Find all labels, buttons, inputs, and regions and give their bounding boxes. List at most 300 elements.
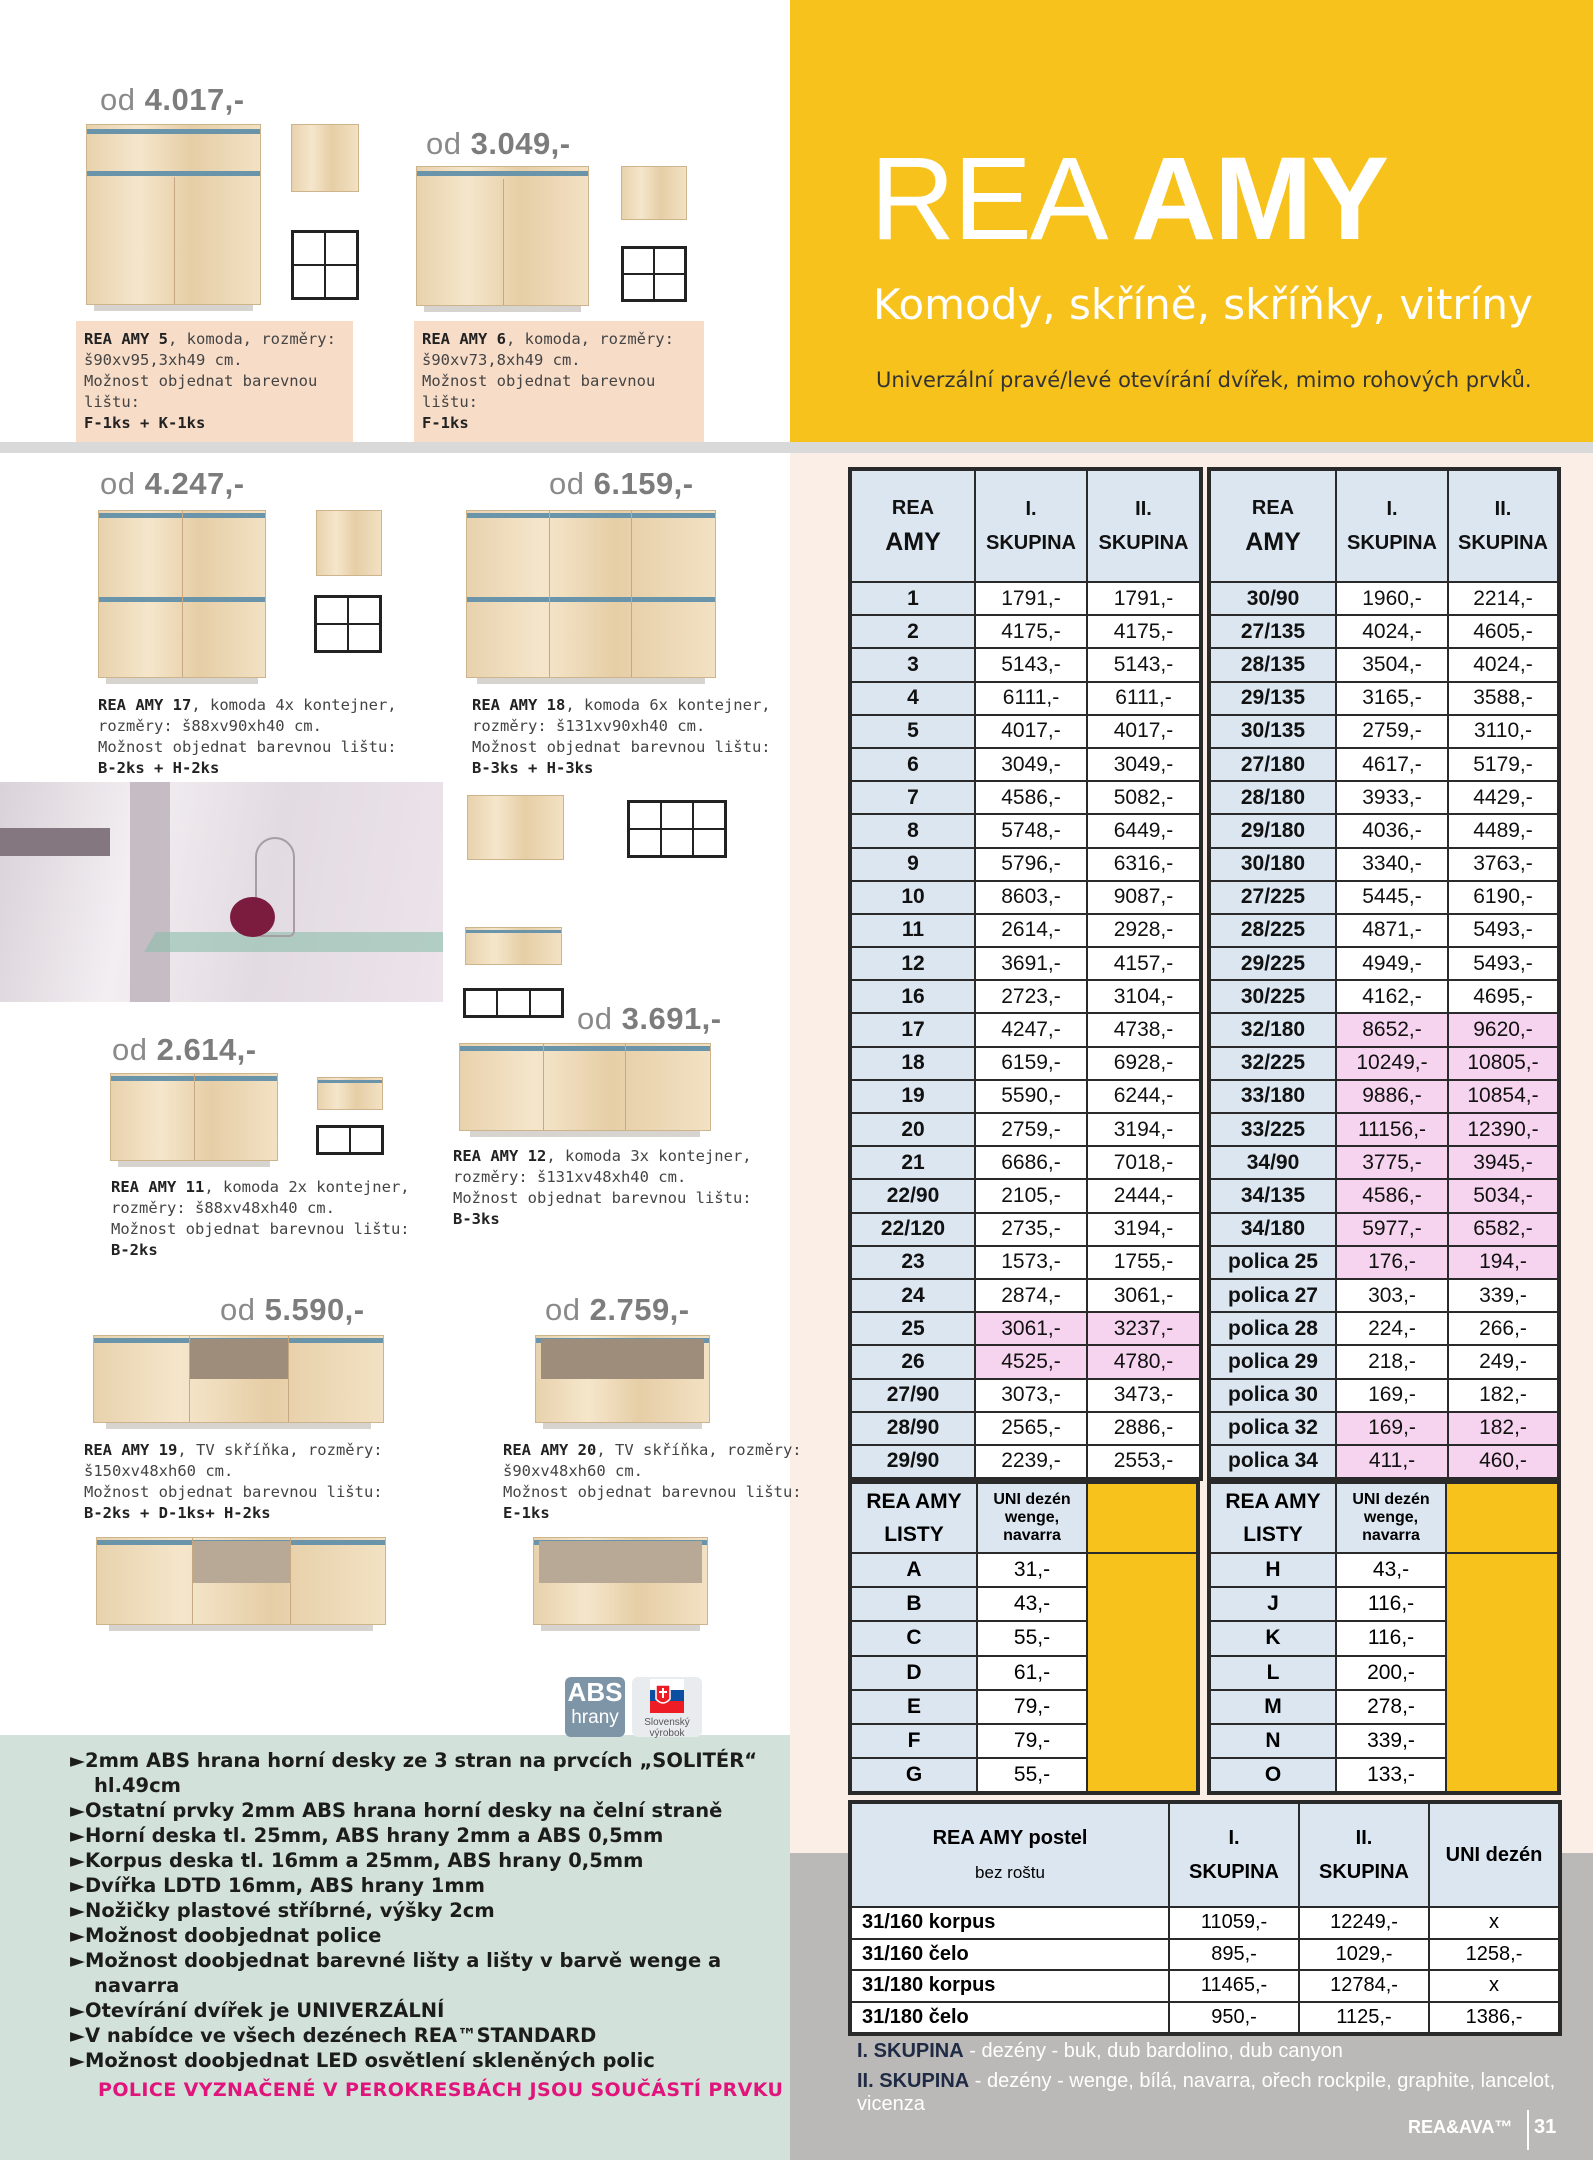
group2-price: 182,- (1448, 1379, 1558, 1412)
group1-price: 4586,- (975, 781, 1087, 814)
price-row (851, 1113, 1200, 1146)
group2-price: 5493,- (1448, 947, 1558, 980)
listy-code: E (851, 1690, 977, 1724)
group2-price: 4157,- (1087, 947, 1200, 980)
listy-code: B (851, 1587, 977, 1621)
group1-price: 5977,- (1336, 1213, 1448, 1246)
model-cell: 27/225 (1210, 881, 1336, 914)
model-cell: polica 29 (1210, 1345, 1336, 1378)
price-row (1210, 715, 1558, 748)
price-row (1210, 682, 1558, 715)
model-cell: 28/180 (1210, 781, 1336, 814)
model-cell: 33/225 (1210, 1113, 1336, 1146)
listy-price: 43,- (977, 1587, 1087, 1621)
group2-price: 3194,- (1087, 1213, 1200, 1246)
model-cell: 29/180 (1210, 814, 1336, 847)
price-row (1210, 1213, 1558, 1246)
price-row (851, 947, 1200, 980)
group1-price: 3504,- (1336, 648, 1448, 681)
postel-row (851, 1907, 1559, 1939)
listy-header-model: REA AMY LISTY (1210, 1483, 1336, 1553)
listy-code: A (851, 1553, 977, 1587)
group1-price: 8603,- (975, 881, 1087, 914)
price-row (1210, 814, 1558, 847)
listy-price: 133,- (1336, 1758, 1446, 1792)
price-row (851, 715, 1200, 748)
group2-price: 3061,- (1087, 1279, 1200, 1312)
price-row (1210, 1412, 1558, 1445)
group1-price: 2759,- (975, 1113, 1087, 1146)
price-row (1210, 1279, 1558, 1312)
col-header-model: REA AMY (851, 470, 975, 582)
price-table-left (848, 467, 1203, 1481)
price-amy6: od 3.049,- (426, 126, 571, 161)
product-thumb-amy6 (621, 166, 687, 220)
group1-price: 4247,- (975, 1013, 1087, 1046)
price-row (1210, 1312, 1558, 1345)
listy-price: 200,- (1336, 1656, 1446, 1690)
group1-price: 4175,- (975, 615, 1087, 648)
group2-price: 3945,- (1448, 1146, 1558, 1179)
col-header-model: REA AMY (1210, 470, 1336, 582)
group1-price: 3049,- (975, 748, 1087, 781)
group1-price: 2239,- (975, 1445, 1087, 1478)
group2-price: 3588,- (1448, 682, 1558, 715)
listy-code: M (1210, 1690, 1336, 1724)
price-row (851, 848, 1200, 881)
group2-price: 5082,- (1087, 781, 1200, 814)
model-cell: 30/90 (1210, 582, 1336, 615)
col-header-group2: II. SKUPINA (1448, 470, 1558, 582)
group1-price: 8652,- (1336, 1013, 1448, 1046)
group2-price: 3049,- (1087, 748, 1200, 781)
price-row (1210, 748, 1558, 781)
group2-price: 5143,- (1087, 648, 1200, 681)
listy-code: L (1210, 1656, 1336, 1690)
postel-group1: 950,- (1169, 2002, 1299, 2034)
price-row (1210, 781, 1558, 814)
postel-table (848, 1800, 1562, 2036)
model-cell: 10 (851, 881, 975, 914)
listy-header-empty (1446, 1483, 1558, 1553)
listy-price: 55,- (977, 1621, 1087, 1655)
abs-badge (565, 1677, 625, 1737)
group2-price: 4738,- (1087, 1013, 1200, 1046)
glass-shelf-photo (0, 782, 443, 1002)
group2-price: 9087,- (1087, 881, 1200, 914)
price-row (851, 1013, 1200, 1046)
model-cell: 34/90 (1210, 1146, 1336, 1179)
features-list (70, 1748, 774, 2073)
group2-price: 3110,- (1448, 715, 1558, 748)
group1-price: 3775,- (1336, 1146, 1448, 1179)
group1-price: 5748,- (975, 814, 1087, 847)
group1-price: 4036,- (1336, 814, 1448, 847)
price-row (851, 1179, 1200, 1212)
group2-price: 266,- (1448, 1312, 1558, 1345)
model-cell: 29/225 (1210, 947, 1336, 980)
model-cell: 5 (851, 715, 975, 748)
group2-price: 4489,- (1448, 814, 1558, 847)
model-cell: 30/225 (1210, 980, 1336, 1013)
product-image-amy17 (98, 510, 266, 678)
listy-code: C (851, 1621, 977, 1655)
price-amy19: od 5.590,- (220, 1292, 365, 1327)
col-header-group2: II. SKUPINA (1087, 470, 1200, 582)
caption-amy11: REA AMY 11, komoda 2x kontejner, rozměry: š88xv48xh40 cm. Možnost objednat barevnou lištu: B-2ks (111, 1178, 410, 1259)
group2-price: 6582,- (1448, 1213, 1558, 1246)
group2-price: 3194,- (1087, 1113, 1200, 1146)
group1-price: 11156,- (1336, 1113, 1448, 1146)
group1-price: 4017,- (975, 715, 1087, 748)
listy-price: 116,- (1336, 1621, 1446, 1655)
group1-price: 2614,- (975, 914, 1087, 947)
model-cell: 30/135 (1210, 715, 1336, 748)
price-row (1210, 881, 1558, 914)
group1-price: 5590,- (975, 1080, 1087, 1113)
page-subtitle: Komody, skříně, skříňky, vitríny (873, 280, 1533, 329)
group2-price: 12390,- (1448, 1113, 1558, 1146)
listy-price: 61,- (977, 1656, 1087, 1690)
price-row (851, 881, 1200, 914)
group2-price: 6928,- (1087, 1047, 1200, 1080)
group2-price: 7018,- (1087, 1146, 1200, 1179)
model-cell: 18 (851, 1047, 975, 1080)
title-bold: AMY (1130, 133, 1388, 265)
group2-price: 4605,- (1448, 615, 1558, 648)
price-row (851, 980, 1200, 1013)
postel-header-group1: I. SKUPINA (1169, 1803, 1299, 1907)
model-cell: 8 (851, 814, 975, 847)
model-cell: 28/90 (851, 1412, 975, 1445)
model-cell: polica 27 (1210, 1279, 1336, 1312)
slovak-flag-icon (650, 1679, 684, 1713)
group2-price: 10805,- (1448, 1047, 1558, 1080)
group1-price: 6111,- (975, 682, 1087, 715)
model-cell: 33/180 (1210, 1080, 1336, 1113)
price-row (1210, 1445, 1558, 1478)
postel-header-item: REA AMY postel bez roštu (851, 1803, 1169, 1907)
product-image-amy6 (416, 166, 589, 306)
group2-price: 3237,- (1087, 1312, 1200, 1345)
model-cell: 21 (851, 1146, 975, 1179)
product-image-amy19-alt (96, 1537, 386, 1625)
product-thumb-amy12 (465, 927, 562, 965)
product-image-amy20-alt (533, 1537, 708, 1625)
listy-code: N (1210, 1724, 1336, 1758)
model-cell: 22/90 (851, 1179, 975, 1212)
listy-code: F (851, 1724, 977, 1758)
price-amy20: od 2.759,- (545, 1292, 690, 1327)
group1-price: 6686,- (975, 1146, 1087, 1179)
model-cell: 28/225 (1210, 914, 1336, 947)
postel-uni: x (1429, 1907, 1559, 1939)
feature-item: ►Nožičky plastové stříbrné, výšky 2cm (70, 1899, 495, 1922)
schematic-amy18 (627, 800, 727, 858)
listy-price: 79,- (977, 1690, 1087, 1724)
price-row (1210, 1113, 1558, 1146)
model-cell: polica 32 (1210, 1412, 1336, 1445)
postel-group2: 12249,- (1299, 1907, 1429, 1939)
group2-price: 2928,- (1087, 914, 1200, 947)
model-cell: 9 (851, 848, 975, 881)
group1-price: 2723,- (975, 980, 1087, 1013)
model-cell: 11 (851, 914, 975, 947)
feature-item: ►Ostatní prvky 2mm ABS hrana horní desky na čelní straně (70, 1799, 723, 1822)
feature-item: ►Možnost doobjednat barevné lišty a lišty v barvě wenge a navarra (70, 1949, 722, 1997)
model-cell: 32/225 (1210, 1047, 1336, 1080)
price-row (1210, 914, 1558, 947)
price-row (1210, 1013, 1558, 1046)
model-cell: 16 (851, 980, 975, 1013)
model-cell: 22/120 (851, 1213, 975, 1246)
group1-price: 6159,- (975, 1047, 1087, 1080)
title-light: REA (870, 133, 1101, 265)
listy-price: 116,- (1336, 1587, 1446, 1621)
model-cell: 30/180 (1210, 848, 1336, 881)
price-row (1210, 980, 1558, 1013)
group1-price: 4525,- (975, 1345, 1087, 1378)
group2-price: 4024,- (1448, 648, 1558, 681)
group1-price: 3933,- (1336, 781, 1448, 814)
product-image-amy11 (110, 1073, 278, 1161)
slovak-badge (632, 1677, 702, 1737)
model-cell: 27/135 (1210, 615, 1336, 648)
listy-header-empty (1087, 1483, 1197, 1553)
group2-price: 5493,- (1448, 914, 1558, 947)
footer-divider (1527, 2110, 1529, 2150)
caption-amy17: REA AMY 17, komoda 4x kontejner, rozměry: š88xv90xh40 cm. Možnost objednat barevnou lištu: B-2ks + H-2ks (98, 696, 397, 777)
postel-item: 31/180 čelo (851, 2002, 1169, 2034)
group2-price: 339,- (1448, 1279, 1558, 1312)
group2-price: 194,- (1448, 1246, 1558, 1279)
group1-price: 5445,- (1336, 881, 1448, 914)
feature-item: ►Možnost doobjednat LED osvětlení skleněných polic (70, 2049, 655, 2072)
postel-item: 31/160 čelo (851, 1939, 1169, 1971)
postel-header-uni: UNI dezén (1429, 1803, 1559, 1907)
group2-price: 3473,- (1087, 1379, 1200, 1412)
model-cell: polica 25 (1210, 1246, 1336, 1279)
group1-price: 224,- (1336, 1312, 1448, 1345)
group2-price: 2553,- (1087, 1445, 1200, 1478)
product-image-amy19 (93, 1335, 384, 1423)
group1-price: 303,- (1336, 1279, 1448, 1312)
price-row (851, 1445, 1200, 1478)
caption-amy5: REA AMY 5, komoda, rozměry: š90xv95,3xh49 cm. Možnost objednat barevnou lištu: F-1ks + K-1ks (76, 321, 353, 442)
caption-amy19: REA AMY 19, TV skříňka, rozměry: š150xv48xh60 cm. Možnost objednat barevnou lištu: B-2ks + D-1ks+ H-2ks (84, 1441, 383, 1522)
listy-price: 79,- (977, 1724, 1087, 1758)
listy-code: H (1210, 1553, 1336, 1587)
postel-group1: 11465,- (1169, 1970, 1299, 2002)
price-row (851, 1379, 1200, 1412)
model-cell: 34/135 (1210, 1179, 1336, 1212)
price-amy11: od 2.614,- (112, 1032, 257, 1067)
price-row (1210, 1345, 1558, 1378)
listy-code: D (851, 1656, 977, 1690)
price-row (851, 1345, 1200, 1378)
postel-uni: 1258,- (1429, 1939, 1559, 1971)
group2-price: 4175,- (1087, 615, 1200, 648)
group2-price: 1791,- (1087, 582, 1200, 615)
page-number: 31 (1534, 2116, 1557, 2138)
postel-uni: 1386,- (1429, 2002, 1559, 2034)
postel-group2: 1125,- (1299, 2002, 1429, 2034)
price-table-right (1207, 467, 1561, 1481)
model-cell: 12 (851, 947, 975, 980)
price-row (1210, 1047, 1558, 1080)
group1-price: 3340,- (1336, 848, 1448, 881)
group2-price: 4695,- (1448, 980, 1558, 1013)
footer-brand: REA&AVA™ (1408, 2117, 1513, 2137)
postel-group1: 11059,- (1169, 1907, 1299, 1939)
model-cell: 3 (851, 648, 975, 681)
price-row (851, 781, 1200, 814)
group2-price: 6316,- (1087, 848, 1200, 881)
group1-price: 2565,- (975, 1412, 1087, 1445)
group1-price: 4586,- (1336, 1179, 1448, 1212)
group1-price: 3061,- (975, 1312, 1087, 1345)
listy-code: J (1210, 1587, 1336, 1621)
product-image-amy20 (535, 1335, 710, 1423)
listy-table-left (848, 1480, 1200, 1795)
model-cell: 29/90 (851, 1445, 975, 1478)
caption-amy18: REA AMY 18, komoda 6x kontejner, rozměry: š131xv90xh40 cm. Možnost objednat barevnou lištu: B-3ks + H-3ks (472, 696, 771, 777)
group1-price: 4871,- (1336, 914, 1448, 947)
listy-code: G (851, 1758, 977, 1792)
col-header-group1: I. SKUPINA (1336, 470, 1448, 582)
price-row (851, 748, 1200, 781)
group2-price: 249,- (1448, 1345, 1558, 1378)
group1-price: 2105,- (975, 1179, 1087, 1212)
price-row (851, 814, 1200, 847)
model-cell: 19 (851, 1080, 975, 1113)
model-cell: 4 (851, 682, 975, 715)
postel-group2: 1029,- (1299, 1939, 1429, 1971)
price-row (1210, 1146, 1558, 1179)
group1-price: 3165,- (1336, 682, 1448, 715)
price-row (851, 1146, 1200, 1179)
group2-price: 4017,- (1087, 715, 1200, 748)
model-cell: 26 (851, 1345, 975, 1378)
group1-price: 1573,- (975, 1246, 1087, 1279)
group2-price: 10854,- (1448, 1080, 1558, 1113)
group2-price: 6111,- (1087, 682, 1200, 715)
postel-row (851, 1939, 1559, 1971)
feature-item: ►Otevírání dvířek je UNIVERZÁLNÍ (70, 1999, 445, 2022)
price-row (851, 1312, 1200, 1345)
group-legend-2: II. SKUPINA - dezény - wenge, bílá, navarra, ořech rockpile, graphite, lancelot, vicenza (857, 2070, 1556, 2115)
listy-header-uni: UNI dezén wenge, navarra (1336, 1483, 1446, 1553)
product-image-amy5 (86, 124, 261, 305)
feature-item: ►Horní deska tl. 25mm, ABS hrany 2mm a ABS 0,5mm (70, 1824, 664, 1847)
postel-item: 31/180 korpus (851, 1970, 1169, 2002)
price-row (851, 682, 1200, 715)
postel-uni: x (1429, 1970, 1559, 2002)
model-cell: 23 (851, 1246, 975, 1279)
model-cell: 29/135 (1210, 682, 1336, 715)
price-row (1210, 1179, 1558, 1212)
group2-price: 6449,- (1087, 814, 1200, 847)
postel-group1: 895,- (1169, 1939, 1299, 1971)
model-cell: 24 (851, 1279, 975, 1312)
group1-price: 2735,- (975, 1213, 1087, 1246)
tagline: Univerzální pravé/levé otevírání dvířek, mimo rohových prvků. (876, 368, 1532, 392)
caption-amy12: REA AMY 12, komoda 3x kontejner, rozměry: š131xv48xh40 cm. Možnost objednat barevnou lištu: B-3ks (453, 1147, 752, 1228)
price-row (1210, 582, 1558, 615)
divider-band (0, 442, 1593, 453)
listy-price: 43,- (1336, 1553, 1446, 1587)
group2-price: 6244,- (1087, 1080, 1200, 1113)
group1-price: 169,- (1336, 1379, 1448, 1412)
group1-price: 4162,- (1336, 980, 1448, 1013)
model-cell: polica 30 (1210, 1379, 1336, 1412)
postel-item: 31/160 korpus (851, 1907, 1169, 1939)
group2-price: 2886,- (1087, 1412, 1200, 1445)
group1-price: 218,- (1336, 1345, 1448, 1378)
schematic-amy12 (463, 988, 564, 1018)
model-cell: 34/180 (1210, 1213, 1336, 1246)
price-amy17: od 4.247,- (100, 466, 245, 501)
group1-price: 3691,- (975, 947, 1087, 980)
schematic-amy17 (314, 595, 382, 653)
product-image-amy12 (459, 1043, 711, 1131)
postel-row (851, 2002, 1559, 2034)
listy-code: O (1210, 1758, 1336, 1792)
model-cell: 7 (851, 781, 975, 814)
price-row (1210, 615, 1558, 648)
group2-price: 4780,- (1087, 1345, 1200, 1378)
listy-price: 31,- (977, 1553, 1087, 1587)
group1-price: 4024,- (1336, 615, 1448, 648)
model-cell: 20 (851, 1113, 975, 1146)
group2-price: 2214,- (1448, 582, 1558, 615)
schematic-amy5 (291, 230, 359, 300)
listy-table-right (1207, 1480, 1561, 1795)
feature-item: ►Korpus deska tl. 16mm a 25mm, ABS hrany 0,5mm (70, 1849, 644, 1872)
price-row (1210, 848, 1558, 881)
listy-code: K (1210, 1621, 1336, 1655)
price-row (851, 1412, 1200, 1445)
price-row (1210, 1080, 1558, 1113)
abs-badge-line1: ABS (567, 1677, 623, 1707)
group2-price: 5034,- (1448, 1179, 1558, 1212)
product-thumb-amy18 (467, 795, 564, 860)
group2-price: 2444,- (1087, 1179, 1200, 1212)
slovak-badge-label: Slovenský výrobok (644, 1717, 690, 1739)
price-amy5: od 4.017,- (100, 82, 245, 117)
group-legend-1: I. SKUPINA - dezény - buk, dub bardolino, dub canyon (857, 2040, 1343, 2062)
postel-row (851, 1970, 1559, 2002)
product-thumb-amy5 (291, 124, 359, 192)
group2-price: 460,- (1448, 1445, 1558, 1478)
group2-price: 3763,- (1448, 848, 1558, 881)
listy-empty-cell (1446, 1553, 1558, 1792)
postel-header-group2: II. SKUPINA (1299, 1803, 1429, 1907)
price-row (1210, 648, 1558, 681)
model-cell: 27/180 (1210, 748, 1336, 781)
model-cell: 25 (851, 1312, 975, 1345)
price-row (851, 1047, 1200, 1080)
group1-price: 2759,- (1336, 715, 1448, 748)
price-row (851, 1246, 1200, 1279)
price-row (851, 582, 1200, 615)
listy-price: 339,- (1336, 1724, 1446, 1758)
price-row (851, 914, 1200, 947)
price-row (851, 1279, 1200, 1312)
group2-price: 4429,- (1448, 781, 1558, 814)
schematic-amy6 (621, 246, 687, 302)
group1-price: 4949,- (1336, 947, 1448, 980)
